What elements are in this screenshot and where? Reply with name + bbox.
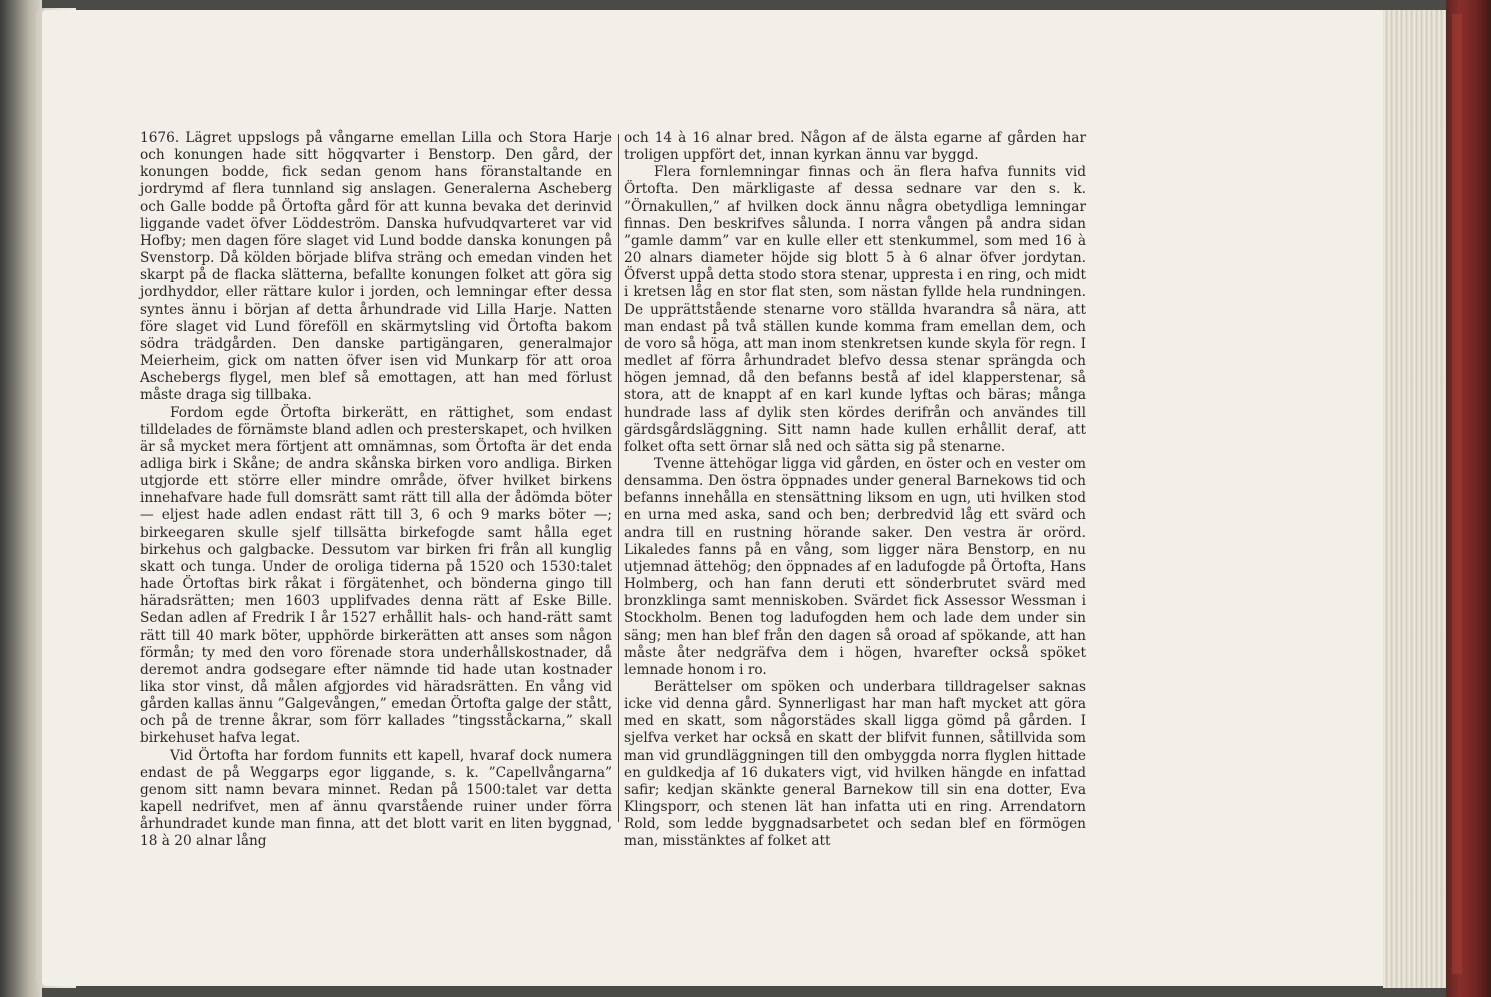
right-paragraph-2: Flera fornlemningar finnas och än flera hafva funnits vid Örtofta. Den märkligaste af dessa sednare var den s. k. ”Örnakullen,” af hvilken dock ännu några obetydliga lemningar finnas. Den beskrifves sålunda. I norra vången på andra sidan ”gamle damm” var en kulle eller ett stenkummel, som med 16 à 20 alnars diameter höjde sig blott 5 à 6 alnar öfver jordytan. Öfverst uppå detta stodo stora stenar, uppresta i en ring, och midt i kretsen låg en stor flat sten, som nästan fyllde hela rundningen. De upprättstående stenarne voro ställda hvarandra så nära, att man endast på två ställen kunde komma fram emellan dem, och de voro så höga, att man inom stenkretsen kunde skyla för regn. I medlet af förra århundradet blefvo dessa stenar sprängda och högen jemnad, då den befanns bestå af idel klapperstenar, så stora, att de knappt af en karl kunde lyftas och bäras; många hundrade lass af dylik sten kördes derifrån och användes till gärdsgårdsläggning. Sitt namn hade kullen erhållit deraf, att folket ofta sett örnar slå ned och sätta sig på stenarne. <box>624 164 1086 455</box>
right-paragraph-1: och 14 à 16 alnar bred. Någon af de älsta egarne af gården har troligen uppfört det, innan kyrkan ännu var byggd. <box>624 130 1086 164</box>
cover-binding <box>1452 14 1462 974</box>
left-paragraph-3: Vid Örtofta har fordom funnits ett kapell, hvaraf dock numera endast de på Weggarps egor liggande, s. k. ”Capellvångarna” genom sitt namn bevara minnet. Redan på 1500:talet var detta kapell nedrifvet, men af ännu qvarstående ruiner under förra århundradet kunde man finna, att det blott varit en liten byggnad, 18 à 20 alnar lång <box>140 747 612 850</box>
left-text-column <box>140 130 612 851</box>
right-text-column <box>624 130 1086 851</box>
right-paragraph-3: Tvenne ättehögar ligga vid gården, en öster och en vester om densamma. Den östra öppnades under general Barnekows tid och befanns innehålla en stensättning liksom en ugn, uti hvilken stod en urna med aska, sand och ben; derbredvid låg ett svärd och andra till en rustning hörande saker. Den vestra är orörd. Likaledes fanns på en vång, som ligger nära Benstorp, en nu utjemnad ättehög; den öppnades af en ladufogde på Örtofta, Hans Holmberg, och han fann deruti ett sönderbrutet svärd med bronzklinga samt menniskoben. Svärdet fick Assessor Wessman i Stockholm. Benen tog ladufogden hem och lade dem under sin säng; men han blef från den dagen så oroad af spökande, att han måste åter nedgräfva dem i högen, hvarefter också spöket lemnade honom i ro. <box>624 455 1086 678</box>
left-paragraph-2: Fordom egde Örtofta birkerätt, en rättighet, som endast tilldelades de förnämste bland adlen och presterskapet, och hvilken är så mycket mera förtjent att omnämnas, som Örtofta är det enda adliga birk i Skåne; de andra skånska birken voro andliga. Birken utgjorde ett större eller mindre område, öfver hvilket birkens innehafvare hade full domsrätt samt rätt till alla der ådömda böter — eljest hade adlen endast rätt till 3, 6 och 9 marks böter —; birkeegaren skulle sjelf tillsätta birkefogde samt hålla eget birkehus och galgbacke. Dessutom var birken fri från all kunglig skatt och tunga. Under de oroliga tiderna på 1520 och 1530:talet hade Örtoftas birk råkat i förgätenhet, och bönderna gingo till häradsrätten; men 1603 upplifvades denna rätt af Eske Bille. Sedan adlen af Fredrik I år 1527 erhållit hals- och hand-rätt samt rätt till 40 mark böter, upphörde birkerätten att anses som någon förmån; ty med den voro förenade stora underhållskostnader, då deremot andra godsegare efter nämnde tid hade utan kostnader lika stor vinst, då målen afgjordes vid häradsrätten. En vång vid gården kallas ännu ”Galgevången,” emedan Örtofta galge der stått, och på de trenne åkrar, som förr kallades ”tingsståckarna,” skall birkehuset hafva legat. <box>140 404 612 747</box>
left-paragraph-1: 1676. Lägret uppslogs på vångarne emellan Lilla och Stora Harje och konungen hade sitt högqvarter i Benstorp. Den gård, der konungen bodde, fick sedan genom hans föranstaltande en jordrymd af flera tunnland sig anslagen. Generalerna Ascheberg och Galle bodde på Örtofta gård för att kunna bevaka det derinvid liggande vadet öfver Löddeström. Danska hufvudqvarteret var vid Hofby; men dagen före slaget vid Lund bodde danska konungen på Svenstorp. Då kölden började blifva sträng och emedan vinden het skarpt på de flacka slätterna, befallte konungen folket att göra sig jordhyddor, eller rättare kulor i jorden, och lemningar efter dessa syntes ännu i början af detta århundrade vid Lilla Harje. Natten före slaget vid Lund föreföll en skärmytsling vid Örtofta bakom södra trädgården. Den danske partigängaren, generalmajor Meierheim, gick om natten öfver isen vid Munkarp för att oroa Aschebergs flygel, men blef så emottagen, att han med förlust måste draga sig tillbaka. <box>140 130 612 404</box>
column-divider <box>618 134 619 822</box>
right-paragraph-4: Berättelser om spöken och underbara tilldragelser saknas icke vid denna gård. Synnerligast har man haft mycket att göra med en skatt, som någorstädes skall ligga gömd på gården. I sjelfva verket har också en skatt der blifvit funnen, såtillvida som man vid grundläggningen till den ombyggda norra flyglen hittade en guldkedja af 16 dukaters vigt, vid hvilken hängde en infattad safir; kedjan skänkte general Barnekow till sin ena dotter, Eva Klingsporr, och stenen lät han infatta uti en ring. Arrendatorn Rold, som ledde byggnadsarbetet och sedan blef en förmögen man, misstänktes af folket att <box>624 679 1086 850</box>
page-stack-edge <box>1383 10 1455 988</box>
